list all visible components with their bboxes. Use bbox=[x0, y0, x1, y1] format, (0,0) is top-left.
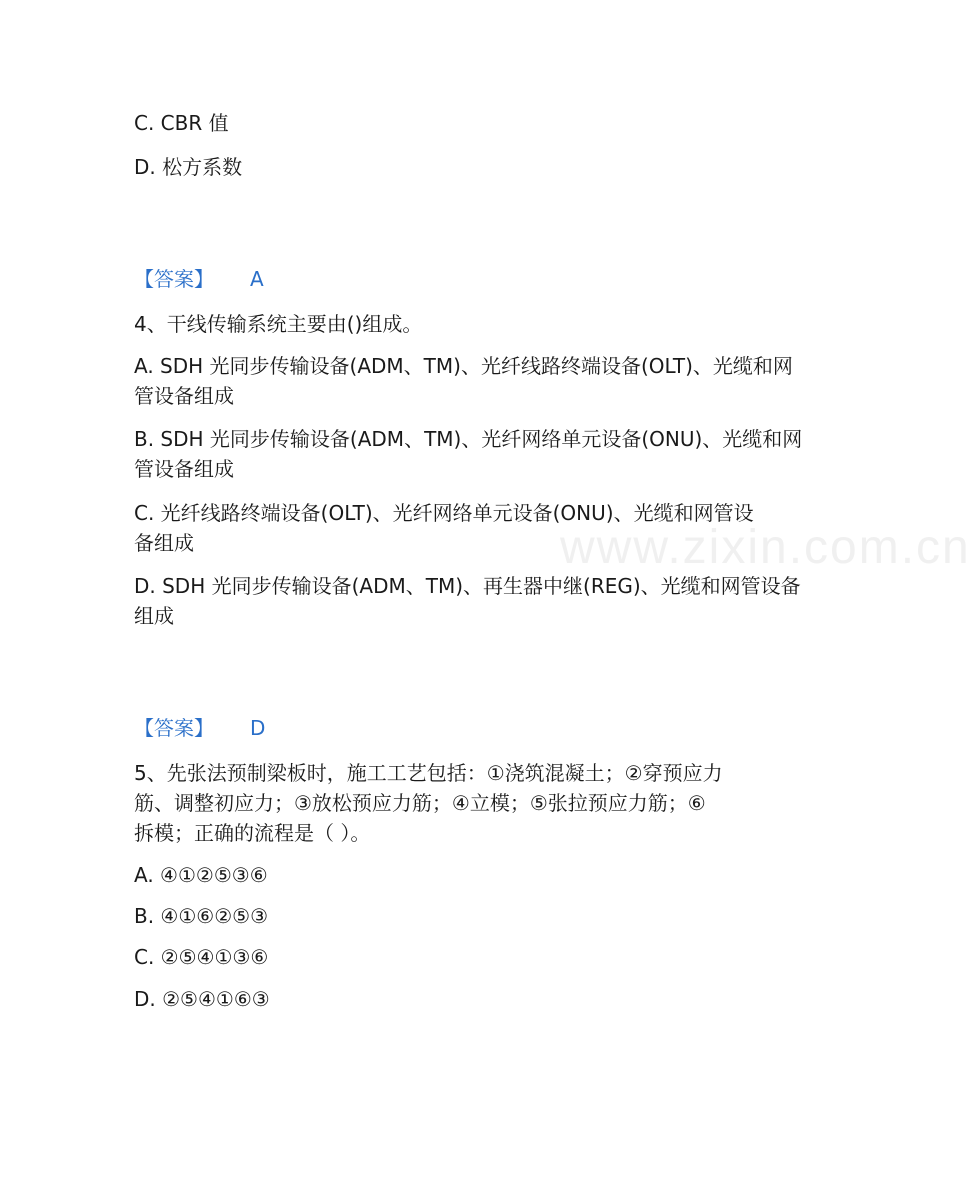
q4-option-a-line1: A. SDH 光同步传输设备(ADM、TM)、光纤线路终端设备(OLT)、光缆和网 bbox=[134, 354, 793, 378]
q4-answer bbox=[134, 713, 794, 743]
q5-stem-line2: 筋、调整初应力；③放松预应力筋；④立模；⑤张拉预应力筋；⑥ bbox=[134, 791, 706, 815]
q3-option-c: C. CBR 值 bbox=[134, 111, 229, 135]
answer-value: D bbox=[250, 716, 266, 740]
q5-option-a: A. ④①②⑤③⑥ bbox=[134, 863, 268, 887]
q5-option-d: D. ②⑤④①⑥③ bbox=[134, 987, 270, 1011]
q4-option-d-line2: 组成 bbox=[134, 604, 174, 628]
answer-label: 【答案】 bbox=[134, 716, 214, 740]
q5-option-b: B. ④①⑥②⑤③ bbox=[134, 904, 269, 928]
q4-option-b-line1: B. SDH 光同步传输设备(ADM、TM)、光纤网络单元设备(ONU)、光缆和网 bbox=[134, 427, 803, 451]
q3-answer bbox=[134, 264, 794, 294]
q4-option-c-line2: 备组成 bbox=[134, 531, 194, 555]
q4-option-a-line2: 管设备组成 bbox=[134, 384, 234, 408]
q4-option-b-line2: 管设备组成 bbox=[134, 457, 234, 481]
answer-value: A bbox=[250, 267, 264, 291]
q4-stem: 4、干线传输系统主要由()组成。 bbox=[134, 312, 423, 336]
q5-option-c: C. ②⑤④①③⑥ bbox=[134, 945, 269, 969]
q3-option-d: D. 松方系数 bbox=[134, 155, 243, 179]
q4-option-d-line1: D. SDH 光同步传输设备(ADM、TM)、再生器中继(REG)、光缆和网管设备 bbox=[134, 574, 801, 598]
q5-stem-line3: 拆模；正确的流程是（ ）。 bbox=[134, 821, 371, 845]
watermark: www.zixin.com.cn bbox=[560, 521, 971, 574]
q5-stem-line1: 5、先张法预制梁板时，施工工艺包括：①浇筑混凝土；②穿预应力 bbox=[134, 761, 723, 785]
answer-label: 【答案】 bbox=[134, 267, 214, 291]
q4-option-c-line1: C. 光纤线路终端设备(OLT)、光纤网络单元设备(ONU)、光缆和网管设 bbox=[134, 501, 754, 525]
